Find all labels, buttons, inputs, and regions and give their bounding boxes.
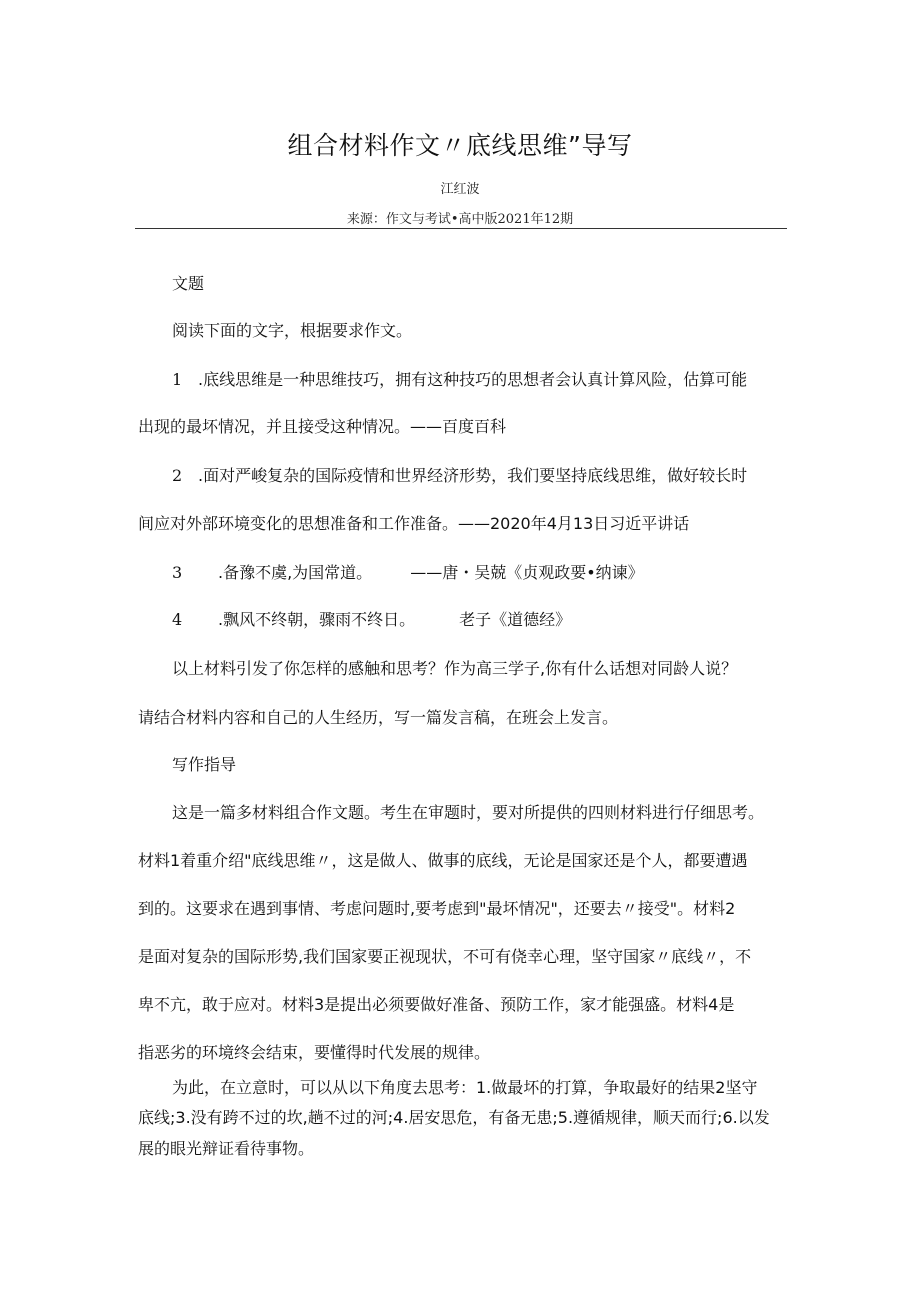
- material-item-2: [172, 463, 790, 486]
- material-item-1: [172, 367, 790, 390]
- item-number: 3: [172, 563, 183, 582]
- guide-paragraph-cont: 材料1着重介绍"底线思维〃，这是做人、做事的底线，无论是国家还是个人，都要遭遇: [138, 851, 748, 870]
- guide-paragraph-cont: 指恶劣的环境终会结束，要懂得时代发展的规律。: [138, 1043, 491, 1062]
- header-divider: [135, 228, 787, 229]
- item-number: 1: [172, 370, 183, 389]
- section-heading-topic: 文题: [172, 274, 205, 293]
- material-item-1-cont: 出现的最坏情况，并且接受这种情况。——百度百科: [138, 417, 507, 436]
- instruction-text: 阅读下面的文字，根据要求作文。: [172, 321, 413, 340]
- item-number: 2: [172, 466, 183, 485]
- material-item-2-cont: 间应对外部环境变化的思想准备和工作准备。——2020年4月13日习近平讲话: [138, 514, 690, 533]
- guide-paragraph: 这是一篇多材料组合作文题。考生在审题时，要对所提供的四则材料进行仔细思考。: [172, 803, 765, 822]
- item-source: 老子《道德经》: [459, 610, 572, 629]
- angle-paragraph-cont: 展的眼光辩证看待事物。: [138, 1139, 315, 1158]
- angle-paragraph-cont: 底线;3.没有跨不过的坎,趟不过的河;4.居安思危，有备无患;5.遵循规律，顺天而行;6.以发: [138, 1108, 770, 1127]
- guide-paragraph-cont: 是面对复杂的国际形势,我们国家要正视现状，不可有侥幸心理，坚守国家〃底线〃，不: [138, 947, 752, 966]
- article-title: 组合材料作文〃底线思维”导写: [287, 131, 633, 160]
- item-number: 4: [172, 610, 183, 629]
- guide-paragraph-cont: 到的。这要求在遇到事情、考虑问题时,要考虑到"最坏情况"，还要去〃接受"。材料2: [138, 899, 736, 918]
- item-text: .底线思维是一种思维技巧，拥有这种技巧的思想者会认真计算风险，估算可能: [198, 370, 748, 389]
- guide-paragraph-cont: 卑不亢，敢于应对。材料3是提出必须要做好准备、预防工作，家才能强盛。材料4是: [138, 995, 735, 1014]
- question-text: 以上材料引发了你怎样的感触和思考？作为高三学子,你有什么话想对同龄人说？: [172, 659, 738, 678]
- author-name: 江红波: [440, 182, 480, 197]
- item-text: .备豫不虞,为国常道。: [218, 563, 373, 582]
- item-text: .面对严峻复杂的国际疫情和世界经济形势，我们要坚持底线思维，做好较长时: [198, 466, 748, 485]
- angle-paragraph: 为此，在立意时，可以从以下角度去思考：1.做最坏的打算，争取最好的结果2坚守: [172, 1078, 758, 1097]
- section-heading-guide: 写作指导: [172, 755, 237, 774]
- item-text: .飘风不终朝，骤雨不终日。: [218, 610, 416, 629]
- material-item-4: [172, 607, 790, 630]
- question-text-cont: 请结合材料内容和自己的人生经历，写一篇发言稿，在班会上发言。: [138, 708, 619, 727]
- material-item-3: [172, 560, 790, 583]
- item-source: ——唐・吴兢《贞观政要•纳谏》: [410, 563, 644, 582]
- article-source: 来源：作文与考试•高中版2021年12期: [346, 212, 574, 227]
